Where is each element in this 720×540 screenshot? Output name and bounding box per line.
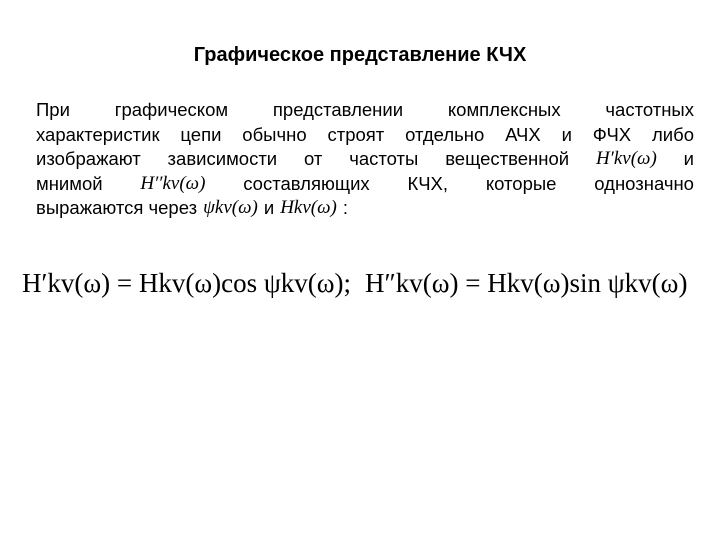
- word: выражаются через: [36, 197, 198, 218]
- paragraph-line-5: [36, 196, 694, 221]
- math-imag-part: H′′kv(ω): [140, 172, 206, 194]
- word: представлении: [272, 99, 404, 120]
- math-magnitude: Hkv(ω): [280, 197, 337, 218]
- word: характеристик: [36, 123, 160, 145]
- word: комплексных: [447, 99, 561, 120]
- paragraph-line-3: [36, 147, 694, 172]
- paragraph-line-2: [36, 123, 694, 148]
- word: цепи: [180, 123, 222, 145]
- formula-real: H′kv(ω) = Hkv(ω)cos ψkv(ω);: [22, 268, 352, 298]
- word: составляющих: [243, 172, 370, 194]
- word: При: [36, 99, 70, 120]
- formula-imag: H″kv(ω) = Hkv(ω)sin ψkv(ω): [365, 268, 688, 298]
- math-phase: ψkv(ω): [203, 197, 258, 218]
- word: КЧХ,: [407, 172, 449, 194]
- body-paragraph: [36, 98, 694, 221]
- word: и: [561, 123, 572, 145]
- word: однозначно: [594, 172, 694, 194]
- word: изображают: [36, 148, 141, 169]
- word: ФЧХ: [592, 123, 632, 145]
- formula-row: [22, 268, 702, 299]
- word: частотных: [605, 99, 694, 120]
- word: вещественной: [445, 148, 570, 169]
- word: обычно: [242, 123, 307, 145]
- math-real-part: H′kv(ω): [595, 148, 657, 169]
- paragraph-line-4: [36, 172, 694, 197]
- word: которые: [485, 172, 557, 194]
- word: зависимости: [167, 148, 278, 169]
- word: и: [263, 197, 275, 218]
- slide-title: Графическое представление КЧХ: [193, 44, 527, 66]
- word: :: [342, 197, 348, 218]
- paragraph-line-1: [36, 98, 694, 123]
- word: мнимой: [36, 172, 103, 194]
- word: и: [683, 148, 694, 169]
- word: строят: [327, 123, 385, 145]
- word: отдельно: [405, 123, 485, 145]
- word: либо: [651, 123, 694, 145]
- word: АЧХ: [505, 123, 541, 145]
- word: графическом: [114, 99, 229, 120]
- word: от: [304, 148, 323, 169]
- word: частоты: [349, 148, 419, 169]
